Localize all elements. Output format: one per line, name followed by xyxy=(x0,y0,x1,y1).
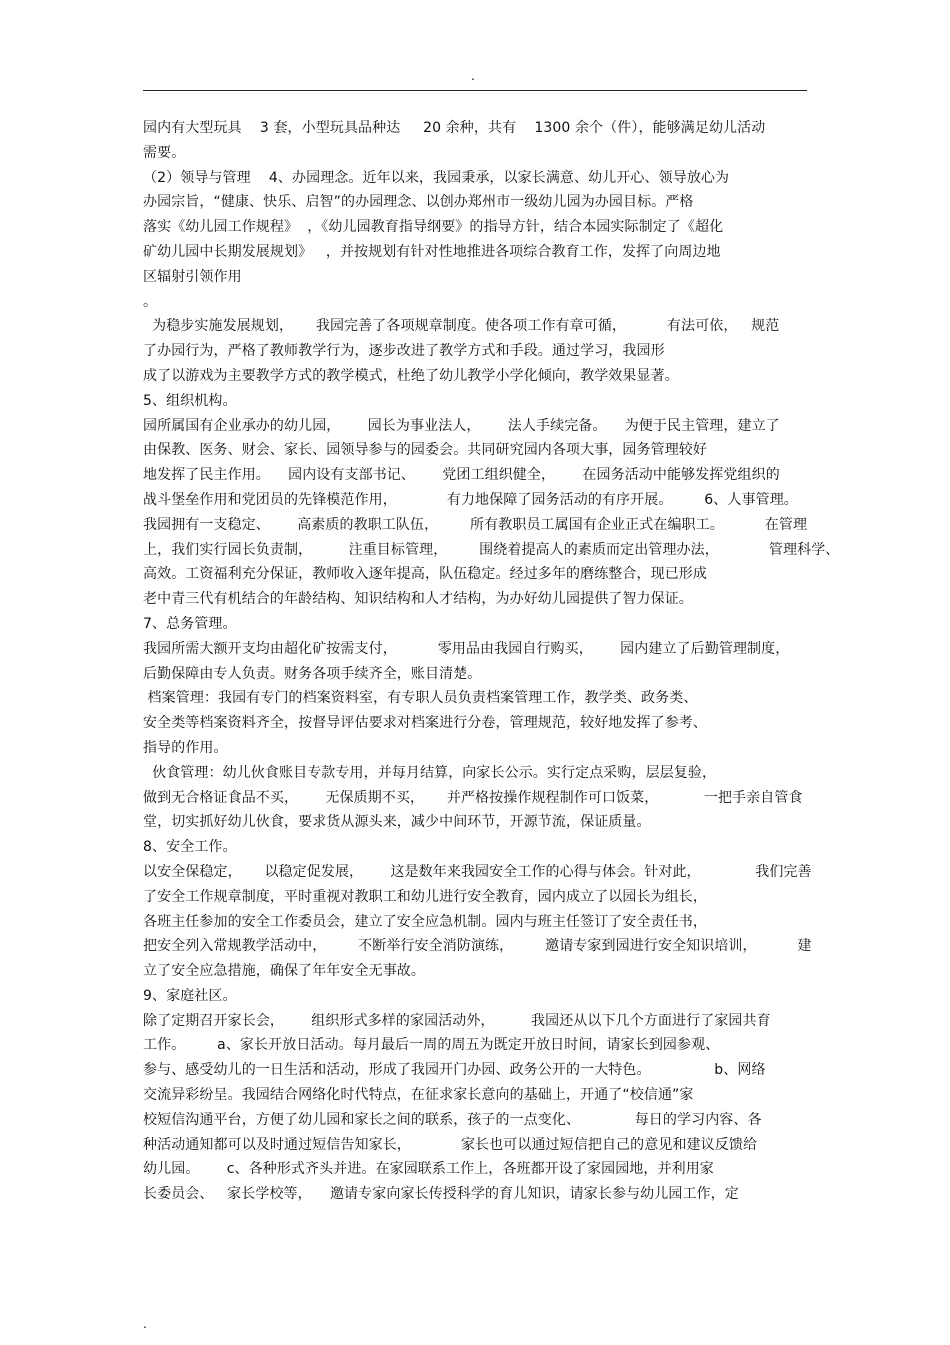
text-line: 堂，切实抓好幼儿伙食，要求货从源头来，减少中间环节，开源节流，保证质量。 xyxy=(143,814,651,831)
text-line: 校短信沟通平台，方便了幼儿园和家长之间的联系，孩子的一点变化、 每日的学习内容、各 xyxy=(143,1111,762,1128)
text-line: 高效。工资福利充分保证，教师收入逐年提高，队伍稳定。经过多年的磨练整合，现已形成 xyxy=(143,566,707,583)
text-line: 为稳步实施发展规划， 我园完善了各项规章制度。使各项工作有章可循， 有法可依， 规范 xyxy=(143,318,780,335)
footer-dot: . xyxy=(143,1317,147,1331)
text-line: 工作。 a、家长开放日活动。每月最后一周的周五为既定开放日时间，请家长到园参观、 xyxy=(143,1037,720,1054)
document-body xyxy=(143,116,840,1207)
text-line: 安全类等档案资料齐全，按督导评估要求对档案进行分卷，管理规范，较好地发挥了参考、 xyxy=(143,715,707,732)
text-line: 7、总务管理。 xyxy=(143,615,237,632)
text-line: 由保教、医务、财会、家长、园领导参与的园委会。共同研究园内各项大事，园务管理较好 xyxy=(143,442,707,459)
text-line: 上，我们实行园长负责制， 注重目标管理， 围绕着提高人的素质而定出管理办法， 管理科学、 xyxy=(143,541,840,558)
text-line: 种活动通知都可以及时通过短信告知家长， 家长也可以通过短信把自己的意见和建议反馈给 xyxy=(143,1136,758,1153)
text-line: 交流异彩纷呈。我园结合网络化时代特点，在征求家长意向的基础上，开通了“校信通”家 xyxy=(143,1087,694,1104)
text-line: 长委员会、 家长学校等， 邀请专家向家长传授科学的育儿知识，请家长参与幼儿园工作，定 xyxy=(143,1186,739,1203)
text-line: 立了安全应急措施，确保了年年安全无事故。 xyxy=(143,963,425,980)
text-line: 园所属国有企业承办的幼儿园， 园长为事业法人， 法人手续完备。 为便于民主管理，建立了 xyxy=(143,417,780,434)
text-line: 档案管理：我园有专门的档案资料室，有专职人员负责档案管理工作，教学类、政务类、 xyxy=(143,690,698,707)
text-line: 地发挥了民主作用。 园内设有支部书记、 党团工组织健全， 在园务活动中能够发挥党组织的 xyxy=(143,467,780,484)
text-line: 需要。 xyxy=(143,144,186,161)
text-line: 落实《幼儿园工作规程》 ，《幼儿园教育指导纲要》的指导方针，结合本园实际制定了《超化 xyxy=(143,219,724,236)
text-line: 。 xyxy=(143,293,158,310)
text-line: 参与、感受幼儿的一日生活和活动，形成了我园开门办园、政务公开的一大特色。 b、网络 xyxy=(143,1062,766,1079)
text-line: 把安全列入常规教学活动中， 不断举行安全消防演练， 邀请专家到园进行安全知识培训， 建 xyxy=(143,938,812,955)
text-line: （2）领导与管理 4、办园理念。近年以来，我园秉承，以家长满意、幼儿开心、领导放心为 xyxy=(143,169,730,186)
text-line: 后勤保障由专人负责。财务各项手续齐全，账目清楚。 xyxy=(143,665,482,682)
text-line: 除了定期召开家长会， 组织形式多样的家园活动外， 我园还从以下几个方面进行了家园共育 xyxy=(143,1012,771,1029)
text-line: 办园宗旨，“健康、快乐、启智”的办园理念、以创办郑州市一级幼儿园为办园目标。严格 xyxy=(143,194,694,211)
text-line: 园内有大型玩具 3 套，小型玩具品种达 20 余种，共有 1300 余个（件），能够满足幼儿活动 xyxy=(143,120,766,136)
text-line: 做到无合格证食品不买， 无保质期不买， 并严格按操作规程制作可口饭菜， 一把手亲自管食 xyxy=(143,789,803,806)
text-line: 老中青三代有机结合的年龄结构、知识结构和人才结构，为办好幼儿园提供了智力保证。 xyxy=(143,591,693,608)
text-line: 战斗堡垒作用和党团员的先锋模范作用， 有力地保障了园务活动的有序开展。 6、人事管理。 xyxy=(143,491,798,508)
text-line: 8、安全工作。 xyxy=(143,839,237,856)
text-line: 我园拥有一支稳定、 高素质的教职工队伍， 所有教职员工属国有企业正式在编职工。 在管理 xyxy=(143,516,808,533)
header-dot: . xyxy=(471,69,475,83)
text-line: 了办园行为，严格了教师教学行为，逐步改进了教学方式和手段。通过学习，我园形 xyxy=(143,343,665,360)
text-line: 成了以游戏为主要教学方式的教学模式，杜绝了幼儿教学小学化倾向，教学效果显著。 xyxy=(143,367,679,384)
header-rule xyxy=(143,90,807,91)
text-line: 幼儿园。 c、各种形式齐头并进。在家园联系工作上，各班都开设了家园园地，并利用家 xyxy=(143,1161,714,1178)
text-line: 各班主任参加的安全工作委员会，建立了安全应急机制。园内与班主任签订了安全责任书， xyxy=(143,913,707,930)
text-line: 9、家庭社区。 xyxy=(143,987,237,1004)
text-line: 5、组织机构。 xyxy=(143,392,237,409)
text-line: 矿幼儿园中长期发展规划》 ，并按规划有针对性地推进各项综合教育工作，发挥了向周边地 xyxy=(143,243,721,260)
text-line: 我园所需大额开支均由超化矿按需支付， 零用品由我园自行购买， 园内建立了后勤管理制度， xyxy=(143,640,790,657)
text-line: 了安全工作规章制度，平时重视对教职工和幼儿进行安全教育，园内成立了以园长为组长， xyxy=(143,888,707,905)
text-line: 指导的作用。 xyxy=(143,739,228,756)
text-line: 伙食管理：幼儿伙食账目专款专用，并每月结算，向家长公示。实行定点采购，层层复验， xyxy=(143,764,717,781)
text-line: 以安全保稳定， 以稳定促发展， 这是数年来我园安全工作的心得与体会。针对此， 我们完善 xyxy=(143,863,812,880)
text-line: 区辐射引领作用 xyxy=(143,268,242,285)
